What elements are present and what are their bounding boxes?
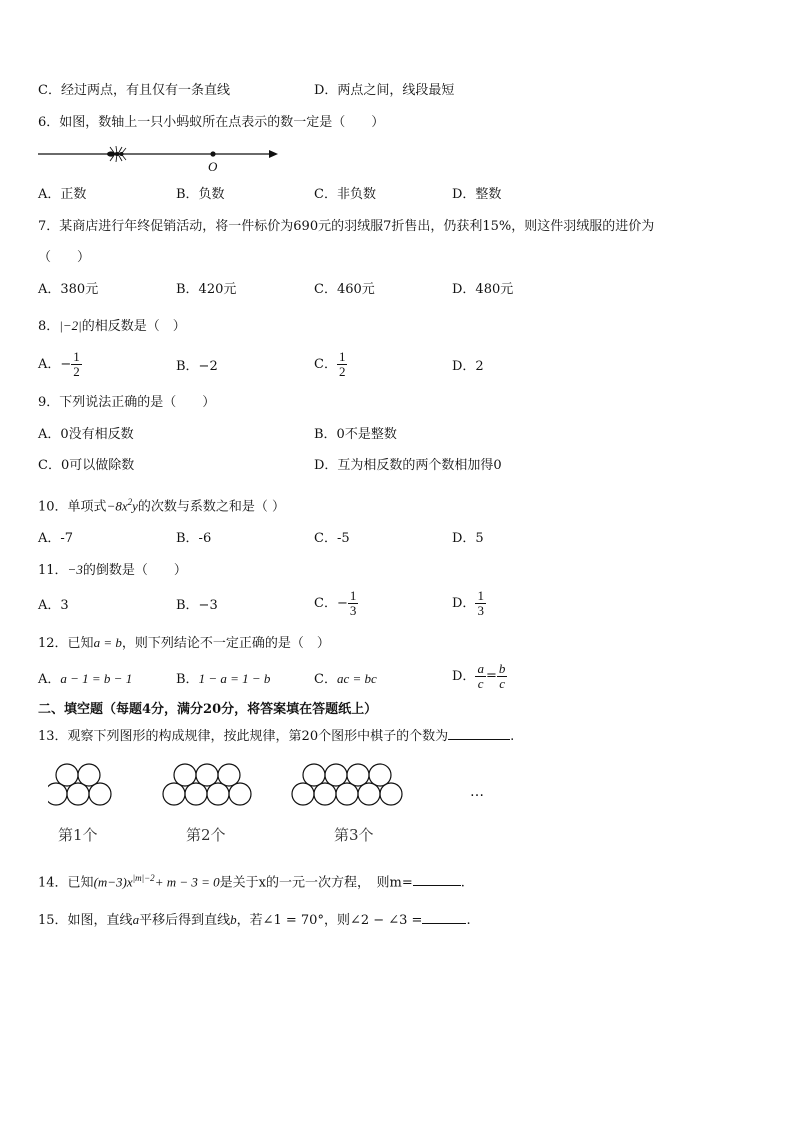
q5-option-d: D．两点之间，线段最短 <box>314 83 455 98</box>
chess-pattern-figure <box>48 762 498 848</box>
ellipsis: … <box>470 784 484 800</box>
q7-paren: （ ） <box>38 250 91 265</box>
q12-option-b: B．1 − a = 1 − b <box>176 671 271 687</box>
q9-option-d: D．互为相反数的两个数相加得0 <box>314 458 502 473</box>
q8-expression: |−2| <box>59 318 82 333</box>
q6-option-a: A．正数 <box>38 187 87 202</box>
ant-icon <box>107 146 126 162</box>
section-heading: 二、填空题（每题4分，满分20分，将答案填在答题纸上） <box>38 702 378 717</box>
q7-option-a: A．380元 <box>38 282 99 297</box>
q10-option-a: A．-7 <box>38 531 74 546</box>
q15-stem: 15．如图，直线a平移后得到直线b，若∠1 = 70°，则∠2 − ∠3 = . <box>38 912 471 928</box>
q11-option-b: B．−3 <box>176 598 218 613</box>
q8-tail: 的相反数是（ ） <box>81 319 186 334</box>
q12-option-a: A．a − 1 = b − 1 <box>38 671 133 687</box>
q7-option-d: D．480元 <box>452 282 514 297</box>
origin-label: O <box>208 159 218 174</box>
q6-option-b: B．负数 <box>176 187 225 202</box>
q7-option-c: C．460元 <box>314 282 375 297</box>
q9-option-b: B．0不是整数 <box>314 427 397 442</box>
q15-answer-blank <box>422 923 466 924</box>
q10-option-b: B．-6 <box>176 531 212 546</box>
q11-option-a: A．3 <box>38 598 69 613</box>
q7-option-b: B．420元 <box>176 282 237 297</box>
q9-option-a: A．0没有相反数 <box>38 427 134 442</box>
q8-number: 8． <box>38 319 60 334</box>
q11-stem: 11．−3的倒数是（ ） <box>38 562 187 578</box>
q10-stem: 10．单项式$-8x^2y$的次数与系数之和是（ ） <box>38 497 286 515</box>
caption-1: 第1个 <box>58 826 98 844</box>
q14-answer-blank <box>413 885 461 886</box>
q11-option-c: C．− $\frac{1}{3}$ <box>314 588 357 618</box>
q10-option-c: C．-5 <box>314 531 350 546</box>
q10-option-d: D．5 <box>452 531 484 546</box>
q7-stem: 7．某商店进行年终促销活动，将一件标价为690元的羽绒服7折售出，仍获利15%，则这件羽绒服的进价为 <box>38 219 655 234</box>
q5-option-c: C．经过两点，有且仅有一条直线 <box>38 83 230 98</box>
q12-option-c: C．ac = bc <box>314 671 377 687</box>
q12-stem: 12．已知a = b，则下列结论不一定正确的是（ ） <box>38 635 330 651</box>
q11-option-d: D． $\frac{1}{3}$ <box>452 588 484 618</box>
q6-option-c: C．非负数 <box>314 187 376 202</box>
q9-stem: 9．下列说法正确的是（ ） <box>38 395 216 410</box>
number-line-figure <box>36 140 286 176</box>
caption-2: 第2个 <box>186 826 226 844</box>
q13-answer-blank <box>448 739 510 740</box>
q14-stem: 14．已知$(m-3)x^{|m|-2}+ m - 3 = 0$是关于x的一元一次方程， 则m= . <box>38 873 465 891</box>
q12-option-d: D． $\frac{a}{c}$ = $\frac{b}{c}$ <box>452 661 506 691</box>
q9-option-c: C．0可以做除数 <box>38 458 135 473</box>
q8-option-b: B．−2 <box>176 359 218 374</box>
q6-stem: 6．如图，数轴上一只小蚂蚁所在点表示的数一定是（ ） <box>38 115 385 130</box>
q13-stem: 13．观察下列图形的构成规律，按此规律，第20个图形中棋子的个数为 . <box>38 729 515 744</box>
q6-option-d: D．整数 <box>452 187 502 202</box>
q8-option-c: C． $\frac{1}{2}$ <box>314 349 346 379</box>
q8-option-a: A．− $\frac{1}{2}$ <box>38 349 80 379</box>
q8-stem <box>38 317 186 336</box>
caption-3: 第3个 <box>334 826 374 844</box>
q8-option-d: D．2 <box>452 359 484 374</box>
